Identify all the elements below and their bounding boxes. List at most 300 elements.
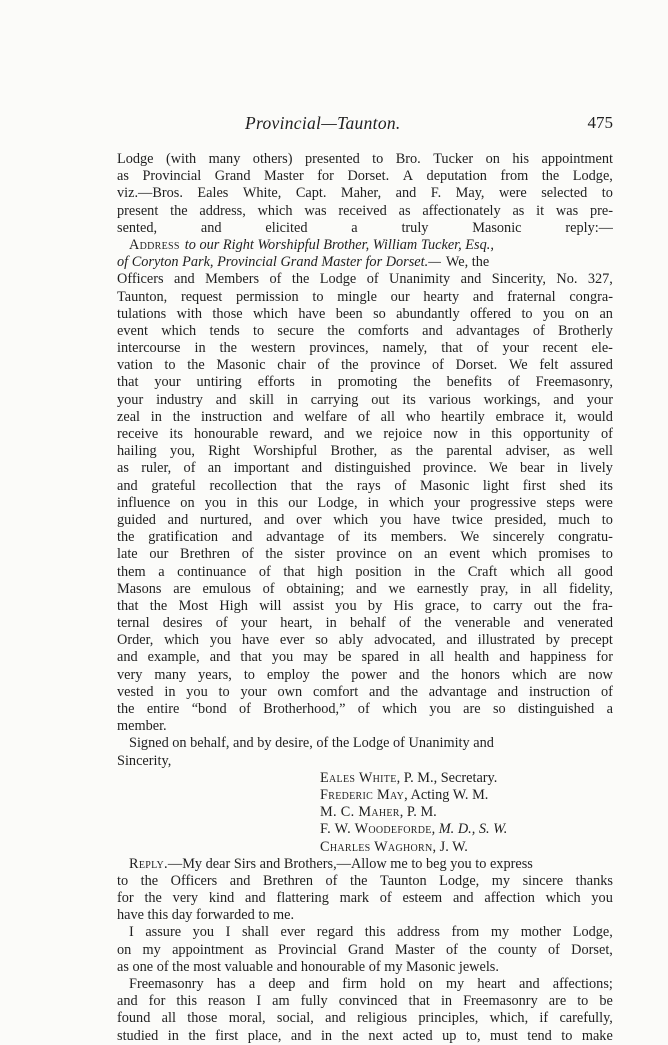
word: for: [317, 168, 334, 185]
text-line: [117, 478, 613, 495]
word: the: [327, 322, 345, 339]
word: entire: [146, 701, 180, 717]
word: and: [308, 976, 330, 992]
word: and: [395, 185, 417, 202]
word: you: [335, 597, 357, 614]
word: were: [585, 494, 613, 511]
word: heart,: [280, 615, 313, 632]
word: many: [208, 151, 241, 167]
address-heading: [117, 237, 613, 254]
word: and: [167, 511, 189, 528]
text-line: [117, 289, 613, 306]
signature-line: [117, 770, 613, 787]
word: as: [398, 202, 411, 219]
text-line: [117, 718, 613, 735]
word: and: [229, 872, 251, 889]
signatory-title: , J. W.: [432, 838, 468, 855]
text-line: [117, 924, 613, 941]
word: which: [491, 546, 527, 563]
reply-paragraph-3: [117, 976, 613, 1045]
text-line: [117, 598, 613, 615]
word: and: [231, 529, 253, 546]
word: instruction: [200, 408, 263, 425]
word: the: [541, 168, 560, 185]
word: which: [388, 494, 424, 511]
word: its: [169, 426, 183, 442]
word: you: [429, 701, 451, 717]
word: been: [335, 305, 363, 322]
word: Lodge: [319, 271, 357, 288]
word: ably: [338, 632, 364, 649]
word: out: [533, 597, 553, 614]
word: in: [167, 1027, 179, 1044]
word: Master: [264, 168, 304, 185]
text-line: [117, 649, 613, 666]
word: industry: [156, 391, 203, 408]
word: all: [380, 408, 395, 425]
word: happiness: [529, 649, 587, 666]
word: in: [286, 391, 298, 408]
word: we: [388, 580, 406, 597]
word: kind: [208, 890, 235, 907]
word: the: [400, 683, 418, 700]
word: well: [588, 443, 613, 460]
word: steps: [546, 494, 575, 511]
word: Lodge,: [572, 168, 613, 185]
text-line: [117, 959, 613, 976]
word: this: [257, 494, 279, 511]
signature-block: [117, 770, 613, 856]
word: your: [586, 391, 613, 408]
line-text: have this day forwarded to me.: [117, 907, 295, 924]
text-line: [117, 460, 613, 477]
word: welfare: [304, 408, 348, 425]
word: you: [542, 305, 565, 322]
word: sister: [294, 546, 325, 563]
word: and: [472, 288, 494, 305]
word: of: [269, 271, 282, 288]
word: found: [117, 1010, 151, 1027]
word: distinguished: [334, 460, 411, 477]
word: in: [440, 993, 453, 1010]
word: in: [236, 494, 248, 511]
word: many: [154, 666, 187, 683]
word: that: [441, 340, 463, 357]
word: the: [413, 374, 431, 391]
word: employ: [266, 666, 310, 683]
word: rays: [356, 477, 381, 494]
address-recipient-cont: of Coryton Park, Provincial Grand Master for Dorset.—: [117, 254, 441, 271]
word: of: [337, 529, 350, 546]
text-line: [117, 495, 613, 512]
word: to: [601, 511, 613, 528]
word: reply:—: [565, 219, 613, 236]
word: the: [321, 666, 340, 683]
text-line: [117, 529, 613, 546]
word: must: [489, 1027, 518, 1044]
text-line: [117, 907, 613, 924]
word: deep: [268, 976, 296, 992]
word: to: [601, 185, 613, 202]
signed-text: Signed on behalf, and by desire, of the Lodge of Unanimity and: [129, 735, 494, 752]
text-line: [117, 323, 613, 340]
word: that: [117, 597, 139, 614]
word: Capt.: [295, 185, 327, 202]
word: be: [599, 993, 613, 1010]
word: Taunton: [379, 872, 427, 889]
word: and: [356, 580, 377, 597]
word: carrying: [310, 391, 359, 408]
word: address: [397, 924, 440, 941]
word: you: [204, 494, 227, 511]
word: assist: [292, 597, 324, 614]
word: it,: [554, 408, 567, 425]
word: viz.—Bros.: [117, 185, 183, 202]
word: We: [508, 357, 528, 374]
reply-heading: [117, 856, 613, 873]
text-line: [117, 667, 613, 684]
word: hold: [380, 976, 406, 992]
word: which: [545, 890, 581, 907]
word: honors: [460, 666, 500, 683]
word: Lodge,: [439, 872, 480, 889]
word: Sincerity,: [491, 271, 546, 288]
word: and: [446, 632, 468, 649]
signatory-title: , P. M.: [399, 804, 437, 821]
text-line: [117, 615, 613, 632]
word: Freemasonry: [129, 976, 204, 992]
word: by: [545, 632, 561, 649]
word: the: [341, 1027, 359, 1044]
word: presented: [304, 151, 360, 167]
word: may: [303, 649, 328, 666]
word: recent: [542, 340, 578, 357]
word: and: [117, 477, 138, 494]
word: my: [490, 924, 510, 941]
word: my: [491, 872, 511, 889]
word: advantage: [266, 529, 325, 546]
word: moral,: [228, 1010, 266, 1027]
word: our: [288, 494, 308, 511]
word: in: [408, 649, 420, 666]
word: White,: [242, 185, 282, 202]
word: high: [317, 563, 343, 580]
word: embrace: [495, 408, 545, 425]
word: next: [368, 1027, 394, 1044]
word: on: [117, 941, 132, 958]
body-text: [117, 151, 613, 1045]
page-number: 475: [587, 113, 613, 132]
word: the: [265, 546, 283, 563]
text-line: [117, 392, 613, 409]
word: light: [482, 477, 510, 494]
word: Tucker: [433, 151, 474, 167]
word: gratification: [148, 529, 219, 546]
word: in: [320, 1027, 333, 1044]
word: province: [370, 357, 421, 374]
word: which: [252, 305, 288, 322]
word: Dorset.: [347, 168, 390, 185]
word: to: [521, 305, 533, 322]
word: an: [424, 546, 438, 563]
text-line: [117, 546, 613, 563]
word: of: [239, 701, 251, 717]
word: of: [258, 563, 271, 580]
word: an: [599, 305, 613, 322]
word: Grand: [214, 168, 251, 185]
word: you: [591, 890, 613, 907]
word: and: [117, 649, 138, 666]
word: Brethren: [262, 872, 313, 889]
word: which: [511, 666, 547, 683]
word: place,: [247, 1027, 282, 1044]
word: vested: [117, 683, 154, 700]
word: Members: [205, 271, 260, 288]
word: honourable: [194, 426, 259, 442]
address-body: [117, 271, 613, 718]
word: years,: [198, 666, 232, 683]
word: of: [445, 941, 458, 958]
word: this: [491, 426, 512, 442]
signatory-name: Frederic May: [320, 786, 405, 803]
text-line: [117, 203, 613, 220]
word: all: [161, 1010, 176, 1027]
word: We: [488, 460, 508, 477]
word: which: [333, 511, 369, 528]
word: namely,: [382, 340, 428, 357]
word: thanks: [575, 872, 613, 889]
text-line: [117, 632, 613, 649]
word: and: [290, 1027, 312, 1044]
word: skill: [249, 391, 274, 408]
word: present: [117, 202, 159, 219]
page-header: [115, 113, 613, 139]
word: guided: [117, 511, 156, 528]
word: in: [520, 580, 532, 597]
word: our: [149, 546, 169, 563]
word: an: [207, 460, 222, 477]
text-line: [117, 168, 613, 185]
word: a: [248, 976, 256, 992]
word: Brother,: [330, 443, 378, 460]
word: to: [164, 357, 176, 374]
word: event: [449, 546, 481, 563]
word: to: [117, 872, 129, 889]
text-line: [117, 564, 613, 581]
word: of: [215, 615, 228, 632]
word: that: [408, 993, 430, 1010]
word: the: [349, 872, 368, 889]
word: so: [373, 305, 386, 322]
word: you: [186, 683, 208, 700]
word: up: [442, 1027, 457, 1044]
word: its: [599, 477, 613, 494]
word: to: [218, 683, 230, 700]
word: ever: [280, 924, 306, 941]
word: important: [233, 460, 290, 477]
word: precept: [570, 632, 613, 649]
word: and: [325, 1010, 346, 1027]
text-line: [117, 701, 613, 718]
word: this: [176, 993, 198, 1010]
word: truly: [401, 219, 429, 236]
text-line: [117, 357, 613, 374]
word: firm: [342, 976, 367, 992]
word: very: [117, 666, 143, 683]
word: His: [393, 597, 414, 614]
word: vation: [117, 357, 153, 374]
word: and: [245, 890, 266, 907]
word: a: [158, 563, 165, 580]
word: our: [390, 288, 410, 305]
word: which: [382, 701, 418, 717]
word: reward,: [269, 426, 313, 442]
word: Masonic: [216, 357, 266, 374]
word: behalf: [349, 615, 386, 632]
word: to: [312, 288, 324, 305]
word: fidelity,: [568, 580, 613, 597]
word: hailing: [117, 443, 157, 460]
word: them: [117, 563, 146, 580]
word: the: [415, 443, 434, 460]
word: principles,: [418, 1010, 479, 1027]
word: have: [413, 511, 441, 528]
word: Lodge: [117, 151, 154, 167]
reply-label: Reply.: [129, 855, 168, 872]
word: much: [558, 511, 590, 528]
word: continuance: [177, 563, 247, 580]
word: and: [452, 890, 474, 907]
reply-paragraph: [117, 873, 613, 907]
word: first: [522, 477, 546, 494]
word: Grand: [348, 941, 384, 958]
word: of: [431, 357, 444, 374]
word: offered: [470, 305, 512, 322]
word: on: [418, 976, 433, 992]
text-line: [117, 443, 613, 460]
word: to: [253, 322, 265, 339]
text-line: [117, 890, 613, 907]
text-line: [117, 512, 613, 529]
text-line: [117, 409, 613, 426]
word: advantages: [456, 322, 520, 339]
word: appointment: [172, 941, 244, 958]
address-recipient-line: [117, 254, 613, 271]
word: and: [200, 219, 222, 236]
word: and: [117, 993, 138, 1010]
word: those: [212, 305, 243, 322]
word: on: [485, 151, 500, 167]
word: example,: [147, 649, 200, 666]
word: selected: [541, 185, 588, 202]
word: chair: [277, 357, 306, 374]
word: and: [174, 271, 195, 288]
word: Provincial: [277, 941, 337, 958]
word: my: [445, 976, 465, 992]
word: you: [379, 511, 402, 528]
word: permission: [235, 288, 299, 305]
word: to: [577, 993, 589, 1010]
word: Taunton,: [117, 288, 168, 305]
text-line: [117, 1010, 613, 1027]
word: Brethren: [180, 546, 231, 563]
word: of: [600, 683, 613, 700]
word: twice: [451, 511, 483, 528]
word: are: [173, 580, 191, 597]
word: Masonic: [472, 219, 522, 236]
word: acted: [402, 1027, 433, 1044]
word: influence: [117, 494, 171, 511]
word: presided,: [494, 511, 547, 528]
word: which: [257, 202, 293, 219]
word: benefits: [446, 374, 492, 391]
word: appointment: [541, 151, 613, 167]
word: to: [243, 666, 255, 683]
word: the: [187, 357, 205, 374]
word: of: [476, 340, 489, 357]
word: Unanimity: [389, 271, 451, 288]
signed-line: [117, 753, 613, 770]
word: and: [398, 666, 420, 683]
word: May,: [455, 185, 485, 202]
word: affectionately: [422, 202, 501, 219]
word: in: [367, 494, 379, 511]
word: social,: [276, 1010, 314, 1027]
word: pre-: [589, 202, 613, 219]
word: progressive: [470, 494, 537, 511]
word: parental: [446, 443, 493, 460]
word: Dorset.: [455, 357, 498, 374]
opening-paragraph: [117, 151, 613, 237]
word: various: [428, 391, 471, 408]
word: elicited: [265, 219, 308, 236]
word: Brotherhood,”: [263, 701, 346, 717]
word: to: [372, 151, 384, 167]
word: was: [304, 202, 327, 219]
word: ever: [279, 632, 305, 649]
word: regard: [316, 924, 354, 941]
word: mother: [520, 924, 562, 941]
word: of: [183, 460, 196, 477]
word: were: [498, 185, 527, 202]
word: and: [460, 271, 482, 288]
word: affection: [484, 890, 535, 907]
word: convinced: [338, 993, 398, 1010]
word: others): [252, 151, 293, 167]
word: and: [553, 391, 574, 408]
word: opportunity: [523, 426, 590, 442]
text-line: [117, 976, 613, 993]
word: Craft: [467, 563, 498, 580]
text-line: [117, 684, 613, 701]
word: venerated: [557, 615, 613, 632]
word: obtaining;: [286, 580, 345, 597]
word: ruler,: [141, 460, 172, 477]
word: are: [463, 701, 481, 717]
word: county: [497, 941, 537, 958]
word: Officers: [170, 872, 218, 889]
word: my: [142, 941, 161, 958]
word: as: [254, 941, 267, 958]
word: own: [277, 683, 303, 700]
word: of: [532, 322, 545, 339]
word: first: [215, 1027, 239, 1044]
word: and: [422, 322, 443, 339]
word: which,: [489, 1010, 529, 1027]
word: make: [581, 1027, 613, 1044]
word: of: [357, 408, 370, 425]
word: reason: [208, 993, 246, 1010]
